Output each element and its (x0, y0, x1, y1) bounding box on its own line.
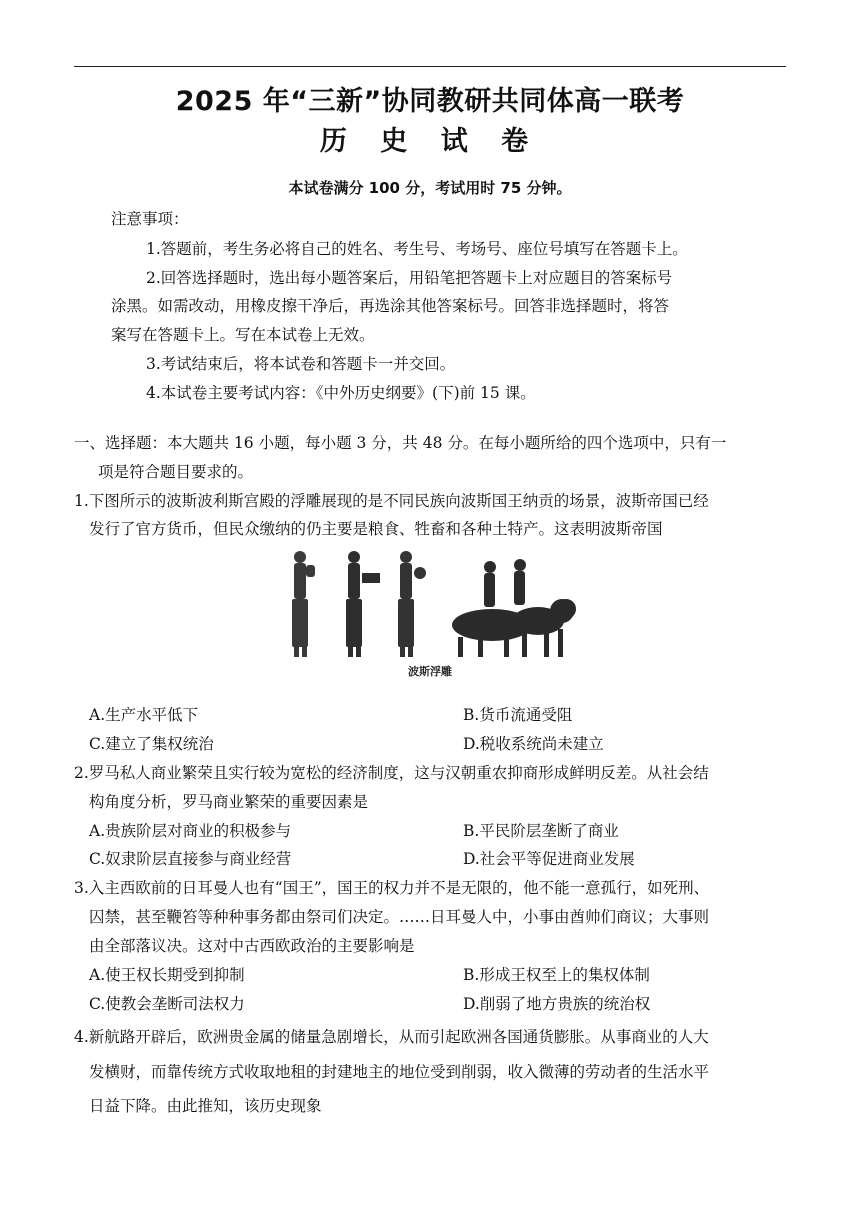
subject-title: 历 史 试 卷 (319, 126, 541, 157)
question-3-stem: 3.入主西欧前的日耳曼人也有“国王”，国王的权力并不是无限的，他不能一意孤行，如死刑、 (74, 879, 710, 897)
note-item-1: 1.答题前，考生务必将自己的姓名、考生号、考场号、座位号填写在答题卡上。 (146, 240, 688, 258)
exam-title: 2025 年“三新”协同教研共同体高一联考 (175, 86, 685, 117)
note-item-3: 3.考试结束后，将本试卷和答题卡一并交回。 (146, 355, 456, 373)
note-item-2-cont2: 案写在答题卡上。写在本试卷上无效。 (111, 326, 375, 344)
q3-option-c: C.使教会垄断司法权力 (89, 995, 245, 1013)
question-3-stem-cont: 囚禁，甚至鞭笞等种种事务都由祭司们决定。……日耳曼人中，小事由酋帅们商议；大事则 (89, 908, 710, 926)
question-4-stem: 4.新航路开辟后，欧洲贵金属的储量急剧增长，从而引起欧洲各国通货膨胀。从事商业的人大 (74, 1028, 709, 1046)
q2-option-c: C.奴隶阶层直接参与商业经营 (89, 850, 292, 868)
q2-option-b: B.平民阶层垄断了商业 (463, 822, 619, 840)
q1-option-d: D.税收系统尚未建立 (463, 735, 604, 753)
q1-option-c: C.建立了集权统治 (89, 735, 214, 753)
q3-option-d: D.削弱了地方贵族的统治权 (463, 995, 651, 1013)
question-2-stem-cont: 构角度分析，罗马商业繁荣的重要因素是 (89, 793, 369, 811)
exam-info: 本试卷满分 100 分，考试用时 75 分钟。 (288, 179, 572, 197)
q3-option-b: B.形成王权至上的集权体制 (463, 966, 650, 984)
note-item-2: 2.回答选择题时，选出每小题答案后，用铅笔把答题卡上对应题目的答案标号 (146, 269, 673, 287)
q1-option-a: A.生产水平低下 (89, 706, 199, 724)
figure-caption: 波斯浮雕 (408, 665, 452, 678)
note-item-4: 4.本试卷主要考试内容：《中外历史纲要》(下)前 15 课。 (146, 384, 536, 402)
notes-heading: 注意事项： (111, 210, 189, 228)
q2-option-d: D.社会平等促进商业发展 (463, 850, 635, 868)
question-4-stem-cont: 发横财，而靠传统方式收取地租的封建地主的地位受到削弱，收入微薄的劳动者的生活水平 (89, 1063, 710, 1081)
note-item-2-cont: 涂黑。如需改动，用橡皮擦干净后，再选涂其他答案标号。回答非选择题时，将答 (111, 297, 670, 315)
q3-option-a: A.使王权长期受到抑制 (89, 966, 245, 984)
section-intro-cont: 项是符合题目要求的。 (98, 463, 254, 481)
question-4-stem-cont2: 日益下降。由此推知，该历史现象 (89, 1097, 322, 1115)
persian-relief-image (282, 545, 578, 661)
question-1-stem-cont: 发行了官方货币，但民众缴纳的仍主要是粮食、牲畜和各种土特产。这表明波斯帝国 (89, 520, 663, 538)
section-intro: 一、选择题：本大题共 16 小题，每小题 3 分，共 48 分。在每小题所给的四个选项中，只有一 (74, 434, 727, 452)
q1-option-b: B.货币流通受阻 (463, 706, 573, 724)
top-rule (74, 66, 786, 67)
q2-option-a: A.贵族阶层对商业的积极参与 (89, 822, 292, 840)
question-1-stem: 1.下图所示的波斯波利斯宫殿的浮雕展现的是不同民族向波斯国王纳贡的场景，波斯帝国已经 (74, 492, 709, 510)
question-2-stem: 2.罗马私人商业繁荣且实行较为宽松的经济制度，这与汉朝重农抑商形成鲜明反差。从社会结 (74, 764, 709, 782)
question-3-stem-cont2: 由全部落议决。这对中古西欧政治的主要影响是 (89, 937, 415, 955)
